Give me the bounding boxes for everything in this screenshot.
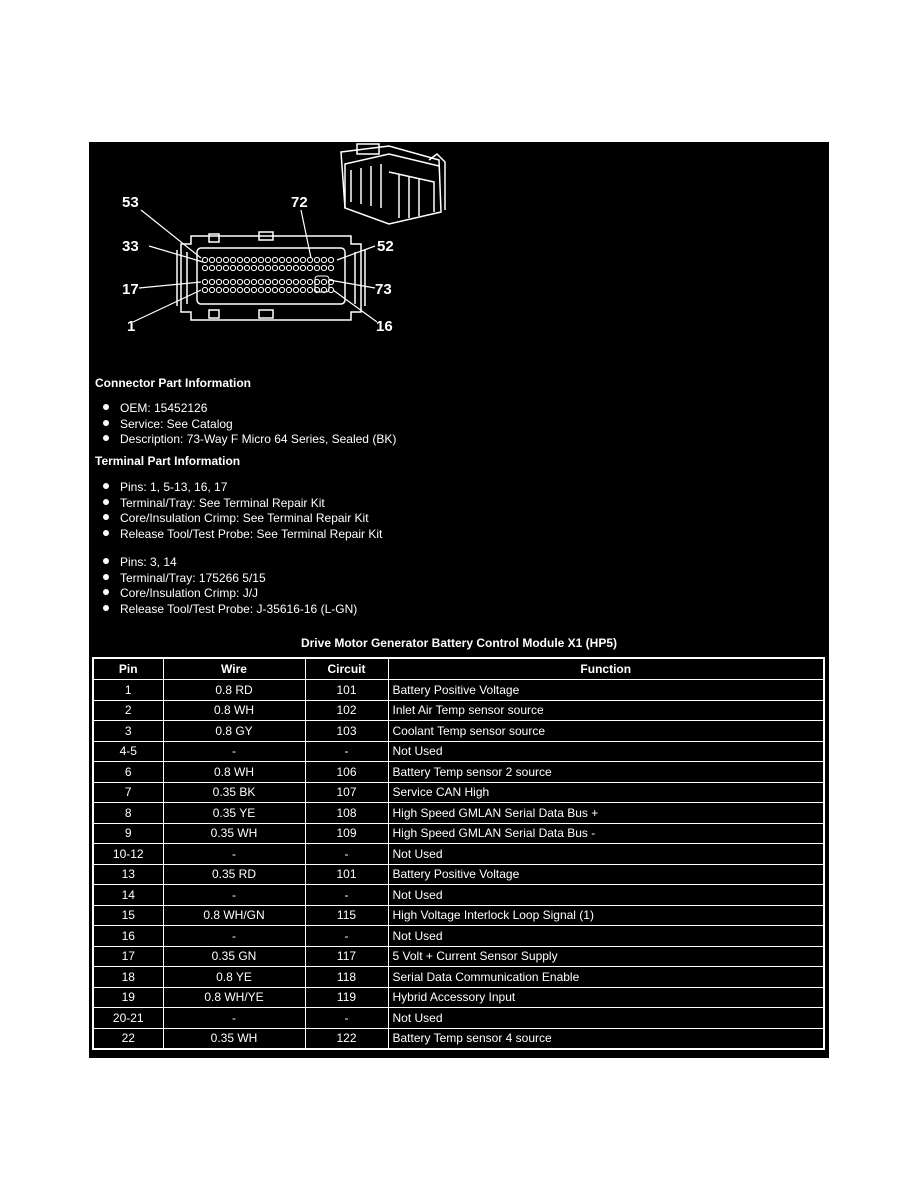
cell-pin: 20-21 — [93, 1008, 163, 1029]
bullet-icon — [103, 558, 109, 564]
cell-pin: 10-12 — [93, 844, 163, 865]
pin-hole — [237, 257, 242, 262]
bullet-icon — [103, 530, 109, 536]
cell-function: Inlet Air Temp sensor source — [388, 700, 824, 721]
cell-function: Service CAN High — [388, 782, 824, 803]
cell-function: Battery Positive Voltage — [388, 864, 824, 885]
cell-pin: 4-5 — [93, 741, 163, 762]
cell-wire: 0.35 YE — [163, 803, 305, 824]
pin-table — [92, 657, 825, 1050]
list-item: Release Tool/Test Probe: J-35616-16 (L-GN) — [103, 602, 357, 618]
table-row — [93, 987, 824, 1008]
list-item: Service: See Catalog — [103, 417, 396, 433]
pin-hole — [265, 257, 270, 262]
list-item: Pins: 3, 14 — [103, 555, 357, 571]
cell-pin: 9 — [93, 823, 163, 844]
pin-hole — [202, 279, 207, 284]
cell-pin: 2 — [93, 700, 163, 721]
list-item: OEM: 15452126 — [103, 401, 396, 417]
cell-pin: 15 — [93, 905, 163, 926]
pin-hole — [279, 287, 284, 292]
pin-hole — [209, 287, 214, 292]
cell-circuit: 122 — [305, 1028, 388, 1049]
cell-pin: 22 — [93, 1028, 163, 1049]
table-row — [93, 864, 824, 885]
cell-function: Battery Positive Voltage — [388, 680, 824, 701]
cell-wire: 0.35 GN — [163, 946, 305, 967]
cell-circuit: - — [305, 1008, 388, 1029]
cell-pin: 17 — [93, 946, 163, 967]
cell-circuit: - — [305, 885, 388, 906]
cell-wire: 0.35 WH — [163, 823, 305, 844]
cell-wire: - — [163, 844, 305, 865]
pin-hole — [258, 265, 263, 270]
document-panel — [89, 142, 829, 1058]
pin-hole — [293, 257, 298, 262]
cell-circuit: 107 — [305, 782, 388, 803]
header-wire: Wire — [163, 658, 305, 680]
pin-hole — [265, 279, 270, 284]
list-item: Release Tool/Test Probe: See Terminal Repair Kit — [103, 527, 382, 543]
bullet-icon — [103, 435, 109, 441]
cell-function: High Speed GMLAN Serial Data Bus - — [388, 823, 824, 844]
cell-function: Not Used — [388, 741, 824, 762]
pin-hole — [223, 279, 228, 284]
cell-circuit: 101 — [305, 864, 388, 885]
cell-pin: 13 — [93, 864, 163, 885]
pin-hole — [286, 287, 291, 292]
cell-pin: 18 — [93, 967, 163, 988]
cell-function: Battery Temp sensor 4 source — [388, 1028, 824, 1049]
pin-hole — [321, 265, 326, 270]
cell-function: Hybrid Accessory Input — [388, 987, 824, 1008]
header-function: Function — [388, 658, 824, 680]
pin-hole — [307, 279, 312, 284]
header-circuit: Circuit — [305, 658, 388, 680]
cell-circuit: - — [305, 926, 388, 947]
bullet-icon — [103, 605, 109, 611]
cell-wire: - — [163, 1008, 305, 1029]
cell-pin: 16 — [93, 926, 163, 947]
list-item: Pins: 1, 5-13, 16, 17 — [103, 480, 382, 496]
cell-circuit: 101 — [305, 680, 388, 701]
pin-hole — [258, 257, 263, 262]
table-row — [93, 803, 824, 824]
pin-hole — [307, 265, 312, 270]
pin-hole — [244, 287, 249, 292]
cell-pin: 7 — [93, 782, 163, 803]
pin-hole — [328, 257, 333, 262]
cell-circuit: 109 — [305, 823, 388, 844]
table-row — [93, 680, 824, 701]
cell-function: High Voltage Interlock Loop Signal (1) — [388, 905, 824, 926]
pin-hole — [293, 265, 298, 270]
table-row — [93, 1008, 824, 1029]
table-body — [93, 680, 824, 1050]
pin-hole — [272, 265, 277, 270]
pin-hole — [216, 279, 221, 284]
table-row — [93, 1028, 824, 1049]
cell-circuit: 117 — [305, 946, 388, 967]
pin-hole — [286, 265, 291, 270]
cell-function: Not Used — [388, 1008, 824, 1029]
pin-hole — [230, 287, 235, 292]
cell-pin: 6 — [93, 762, 163, 783]
pin-hole — [300, 257, 305, 262]
pin-hole — [293, 279, 298, 284]
table-header-row — [93, 658, 824, 680]
pin-hole — [314, 257, 319, 262]
pin-label-16: 16 — [376, 318, 393, 335]
pin-hole — [251, 287, 256, 292]
cell-wire: 0.8 YE — [163, 967, 305, 988]
table-row — [93, 700, 824, 721]
cell-pin: 3 — [93, 721, 163, 742]
cell-circuit: 115 — [305, 905, 388, 926]
pin-hole — [279, 279, 284, 284]
cell-circuit: 103 — [305, 721, 388, 742]
pin-hole — [223, 257, 228, 262]
cell-wire: - — [163, 926, 305, 947]
bullet-icon — [103, 483, 109, 489]
pin-hole — [202, 257, 207, 262]
cell-pin: 14 — [93, 885, 163, 906]
cell-function: Not Used — [388, 844, 824, 865]
cell-function: Not Used — [388, 926, 824, 947]
cell-circuit: 119 — [305, 987, 388, 1008]
table-row — [93, 946, 824, 967]
cell-wire: 0.35 WH — [163, 1028, 305, 1049]
pin-hole — [223, 287, 228, 292]
cell-wire: 0.35 RD — [163, 864, 305, 885]
header-pin: Pin — [93, 658, 163, 680]
terminal-info-group-2 — [103, 555, 357, 617]
pin-hole — [230, 257, 235, 262]
connector-face — [177, 232, 365, 320]
pin-hole — [279, 257, 284, 262]
pin-label-1: 1 — [127, 318, 136, 335]
pin-hole — [321, 279, 326, 284]
bullet-icon — [103, 574, 109, 580]
cell-wire: 0.8 WH — [163, 700, 305, 721]
cell-pin: 8 — [93, 803, 163, 824]
cell-function: Battery Temp sensor 2 source — [388, 762, 824, 783]
pin-label-52: 52 — [377, 238, 394, 255]
pin-label-53: 53 — [122, 194, 139, 211]
cell-wire: 0.8 WH — [163, 762, 305, 783]
pin-hole — [237, 287, 242, 292]
cell-circuit: 108 — [305, 803, 388, 824]
pin-hole — [244, 279, 249, 284]
table-row — [93, 741, 824, 762]
pin-hole — [223, 265, 228, 270]
pin-hole — [258, 287, 263, 292]
pin-hole — [328, 265, 333, 270]
pin-hole — [279, 265, 284, 270]
list-item: Description: 73-Way F Micro 64 Series, Sealed (BK) — [103, 432, 396, 448]
pin-hole — [216, 265, 221, 270]
list-item: Core/Insulation Crimp: See Terminal Repair Kit — [103, 511, 382, 527]
pin-label-72: 72 — [291, 194, 308, 211]
connector-info-list — [103, 401, 396, 448]
pin-hole — [216, 257, 221, 262]
pin-hole — [265, 265, 270, 270]
table-row — [93, 926, 824, 947]
table-row — [93, 905, 824, 926]
pin-label-73: 73 — [375, 281, 392, 298]
cell-wire: 0.8 WH/YE — [163, 987, 305, 1008]
cell-circuit: 106 — [305, 762, 388, 783]
cell-circuit: - — [305, 844, 388, 865]
terminal-info-title: Terminal Part Information — [95, 454, 241, 468]
cell-wire: - — [163, 885, 305, 906]
pin-hole — [286, 257, 291, 262]
cell-pin: 1 — [93, 680, 163, 701]
connector-3d-view — [341, 144, 445, 224]
cell-wire: 0.8 WH/GN — [163, 905, 305, 926]
pin-hole — [216, 287, 221, 292]
bullet-icon — [103, 420, 109, 426]
terminal-info-group-1 — [103, 480, 382, 542]
pin-hole — [237, 265, 242, 270]
pin-hole — [293, 287, 298, 292]
cell-pin: 19 — [93, 987, 163, 1008]
pin-hole — [230, 265, 235, 270]
cell-circuit: 102 — [305, 700, 388, 721]
list-item: Core/Insulation Crimp: J/J — [103, 586, 357, 602]
table-row — [93, 967, 824, 988]
table-row — [93, 885, 824, 906]
pin-hole — [258, 279, 263, 284]
pin-hole — [202, 287, 207, 292]
cell-wire: - — [163, 741, 305, 762]
cell-wire: 0.8 GY — [163, 721, 305, 742]
table-row — [93, 844, 824, 865]
pin-hole — [300, 287, 305, 292]
bullet-icon — [103, 499, 109, 505]
pin-hole — [251, 265, 256, 270]
cell-wire: 0.8 RD — [163, 680, 305, 701]
table-row — [93, 762, 824, 783]
list-item: Terminal/Tray: See Terminal Repair Kit — [103, 496, 382, 512]
table-row — [93, 721, 824, 742]
cell-function: High Speed GMLAN Serial Data Bus + — [388, 803, 824, 824]
pin-hole — [272, 257, 277, 262]
cell-function: Not Used — [388, 885, 824, 906]
pin-hole — [300, 279, 305, 284]
pin-hole — [244, 265, 249, 270]
pin-hole — [202, 265, 207, 270]
table-row — [93, 823, 824, 844]
pin-hole — [230, 279, 235, 284]
pin-hole — [209, 265, 214, 270]
pin-hole — [209, 257, 214, 262]
table-title: Drive Motor Generator Battery Control Module X1 (HP5) — [300, 636, 618, 650]
bullet-icon — [103, 404, 109, 410]
cell-function: Serial Data Communication Enable — [388, 967, 824, 988]
pin-hole — [300, 265, 305, 270]
pin-label-17: 17 — [122, 281, 139, 298]
pin-hole — [321, 257, 326, 262]
cell-function: 5 Volt + Current Sensor Supply — [388, 946, 824, 967]
pin-hole — [244, 257, 249, 262]
pin-hole — [272, 279, 277, 284]
cell-circuit: 118 — [305, 967, 388, 988]
pin-hole — [272, 287, 277, 292]
cell-circuit: - — [305, 741, 388, 762]
pin-hole — [251, 257, 256, 262]
pin-hole — [286, 279, 291, 284]
cell-function: Coolant Temp sensor source — [388, 721, 824, 742]
cell-wire: 0.35 BK — [163, 782, 305, 803]
pin-hole — [209, 279, 214, 284]
pin-hole — [265, 287, 270, 292]
pin-hole — [251, 279, 256, 284]
list-item: Terminal/Tray: 175266 5/15 — [103, 571, 357, 587]
pin-hole — [307, 257, 312, 262]
bullet-icon — [103, 589, 109, 595]
pin-hole — [307, 287, 312, 292]
pin-holes — [202, 257, 333, 292]
pin-hole — [237, 279, 242, 284]
bullet-icon — [103, 514, 109, 520]
connector-info-title: Connector Part Information — [95, 376, 252, 390]
pin-hole — [314, 265, 319, 270]
table-row — [93, 782, 824, 803]
pin-label-33: 33 — [122, 238, 139, 255]
